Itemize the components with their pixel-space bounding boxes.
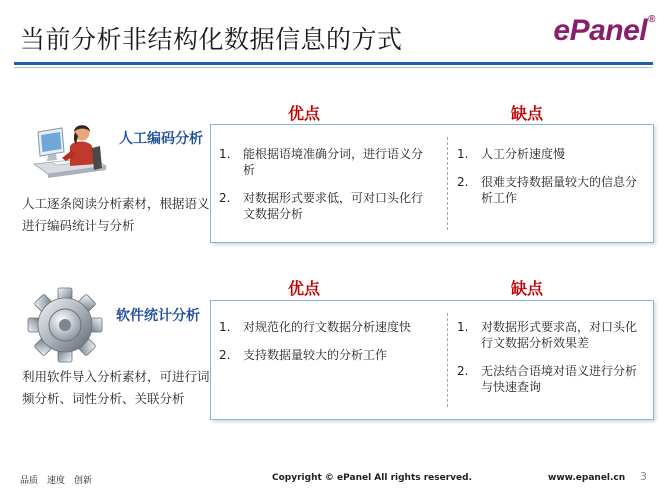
- method-description-2: 利用软件导入分析素材，可进行词频分析、词性分析、关联分析: [22, 369, 210, 406]
- cons-heading-1: 缺点: [511, 104, 544, 123]
- method-description-1: 人工逐条阅读分析素材，根据语义进行编码统计与分析: [22, 196, 210, 233]
- footer-tagline: 品质 速度 创新: [20, 476, 93, 486]
- pros-heading-1: 优点: [288, 104, 321, 123]
- page-number: 3: [640, 470, 647, 483]
- header-divider-thin: [14, 67, 653, 68]
- page-title: 当前分析非结构化数据信息的方式: [20, 25, 403, 54]
- list-item: [219, 190, 433, 222]
- pros-list-2: [219, 319, 433, 375]
- person-at-computer-icon: [32, 118, 108, 184]
- footer-copyright: Copyright © ePanel All rights reserved.: [272, 473, 473, 483]
- logo-registered-mark: ®: [648, 14, 655, 25]
- method-title-1: 人工编码分析: [119, 131, 203, 147]
- footer-website: www.epanel.cn: [548, 473, 626, 483]
- list-number: 1.: [457, 320, 469, 334]
- comparison-panel-2: [210, 300, 654, 420]
- list-text: 对数据形式要求低，可对口头化行文数据分析: [243, 191, 424, 221]
- list-number: 1.: [219, 320, 231, 334]
- list-number: 2.: [219, 348, 231, 362]
- pros-list-1: [219, 146, 433, 234]
- cons-list-2: [457, 319, 647, 407]
- method-title-2: 软件统计分析: [116, 308, 200, 324]
- list-item: [219, 347, 433, 363]
- list-number: 2.: [457, 175, 469, 189]
- list-item: [219, 146, 433, 178]
- list-number: 1.: [219, 147, 231, 161]
- list-number: 2.: [457, 364, 469, 378]
- pros-heading-2: 优点: [288, 279, 321, 298]
- list-text: 很难支持数据量较大的信息分析工作: [481, 175, 638, 205]
- logo-text: ePanel: [553, 14, 648, 47]
- column-separator: [447, 137, 448, 230]
- list-item: [457, 174, 645, 206]
- epanel-logo: [553, 14, 655, 48]
- cons-heading-2: 缺点: [511, 279, 544, 298]
- list-text: 无法结合语境对语义进行分析与快速查询: [481, 364, 638, 394]
- list-item: [457, 319, 647, 351]
- list-text: 对规范化的行文数据分析速度快: [243, 320, 412, 334]
- header-divider: [14, 62, 653, 65]
- column-separator: [447, 313, 448, 407]
- list-number: 1.: [457, 147, 469, 161]
- list-text: 能根据语境准确分词，进行语义分析: [243, 147, 424, 177]
- cons-list-1: [457, 146, 645, 218]
- list-number: 2.: [219, 191, 231, 205]
- list-item: [457, 146, 645, 162]
- list-item: [457, 363, 647, 395]
- list-text: 人工分析速度慢: [481, 147, 566, 161]
- comparison-panel-1: [210, 124, 654, 243]
- list-text: 支持数据量较大的分析工作: [243, 348, 388, 362]
- list-item: [219, 319, 433, 335]
- list-text: 对数据形式要求高，对口头化行文数据分析效果差: [481, 320, 638, 350]
- gear-icon: [26, 286, 104, 364]
